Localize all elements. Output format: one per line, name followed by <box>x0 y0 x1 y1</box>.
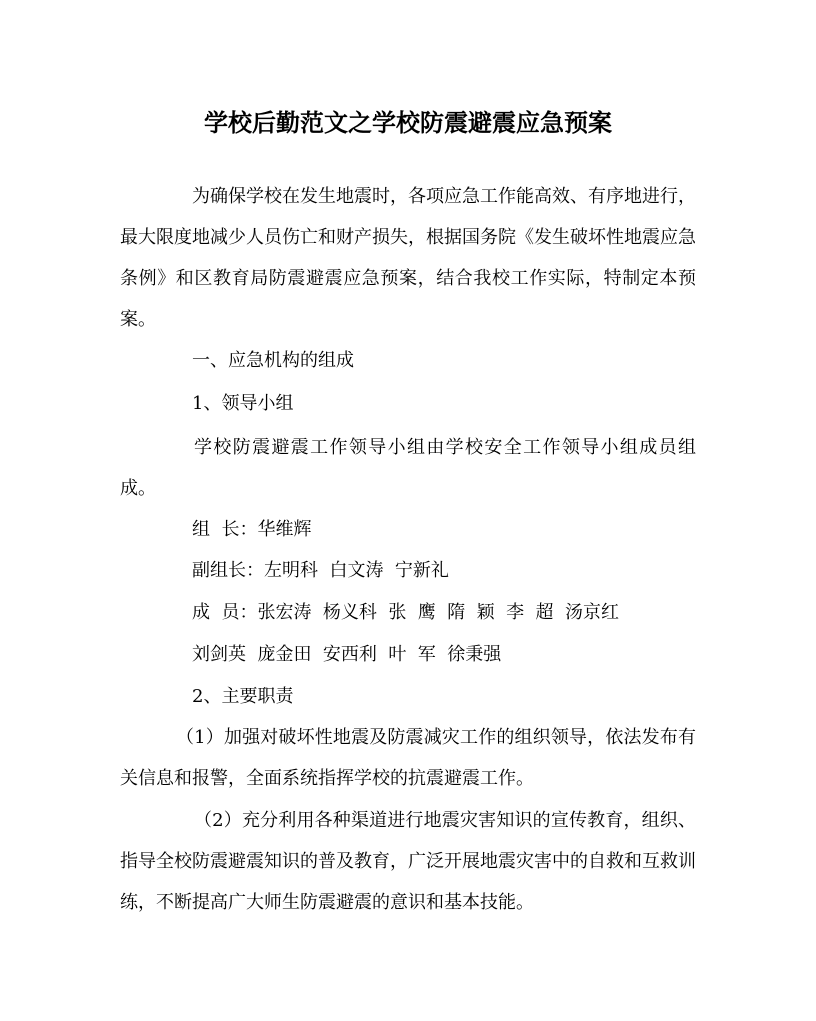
section-heading: 一、应急机构的组成 <box>192 350 354 371</box>
members-line: 成 员：张宏涛 杨义科 张 鹰 隋 颖 李 超 汤京红 <box>192 602 619 623</box>
deputy-leader-line: 副组长：左明科 白文涛 宁新礼 <box>192 560 449 581</box>
intro-paragraph: 为确保学校在发生地震时，各项应急工作能高效、有序地进行，最大限度地减少人员伤亡和财产损失，根据国务院《发生破坏性地震应急条例》和区教育局防震避震应急预案，结合我校工作实际，特制定本预案。 <box>120 186 696 330</box>
duty-paragraph: （2）充分利用各种渠道进行地震灾害知识的宣传教育，组织、指导全校防震避震知识的普及教育，广泛开展地震灾害中的自救和互救训练，不断提高广大师生防震避震的意识和基本技能。 <box>120 810 696 913</box>
subsection-heading: 2、主要职责 <box>192 686 294 707</box>
duty-paragraph: （1）加强对破坏性地震及防震减灾工作的组织领导，依法发布有关信息和报警，全面系统指挥学校的抗震避震工作。 <box>120 727 696 789</box>
group-leader-line: 组 长：华维辉 <box>192 519 312 540</box>
leadership-group-paragraph: 学校防震避震工作领导小组由学校安全工作领导小组成员组成。 <box>120 437 696 499</box>
subsection-heading: 1、领导小组 <box>192 393 294 414</box>
members-line-continued: 刘剑英 庞金田 安西利 叶 军 徐秉强 <box>192 644 502 665</box>
document-title: 学校后勤范文之学校防震避震应急预案 <box>204 108 612 137</box>
